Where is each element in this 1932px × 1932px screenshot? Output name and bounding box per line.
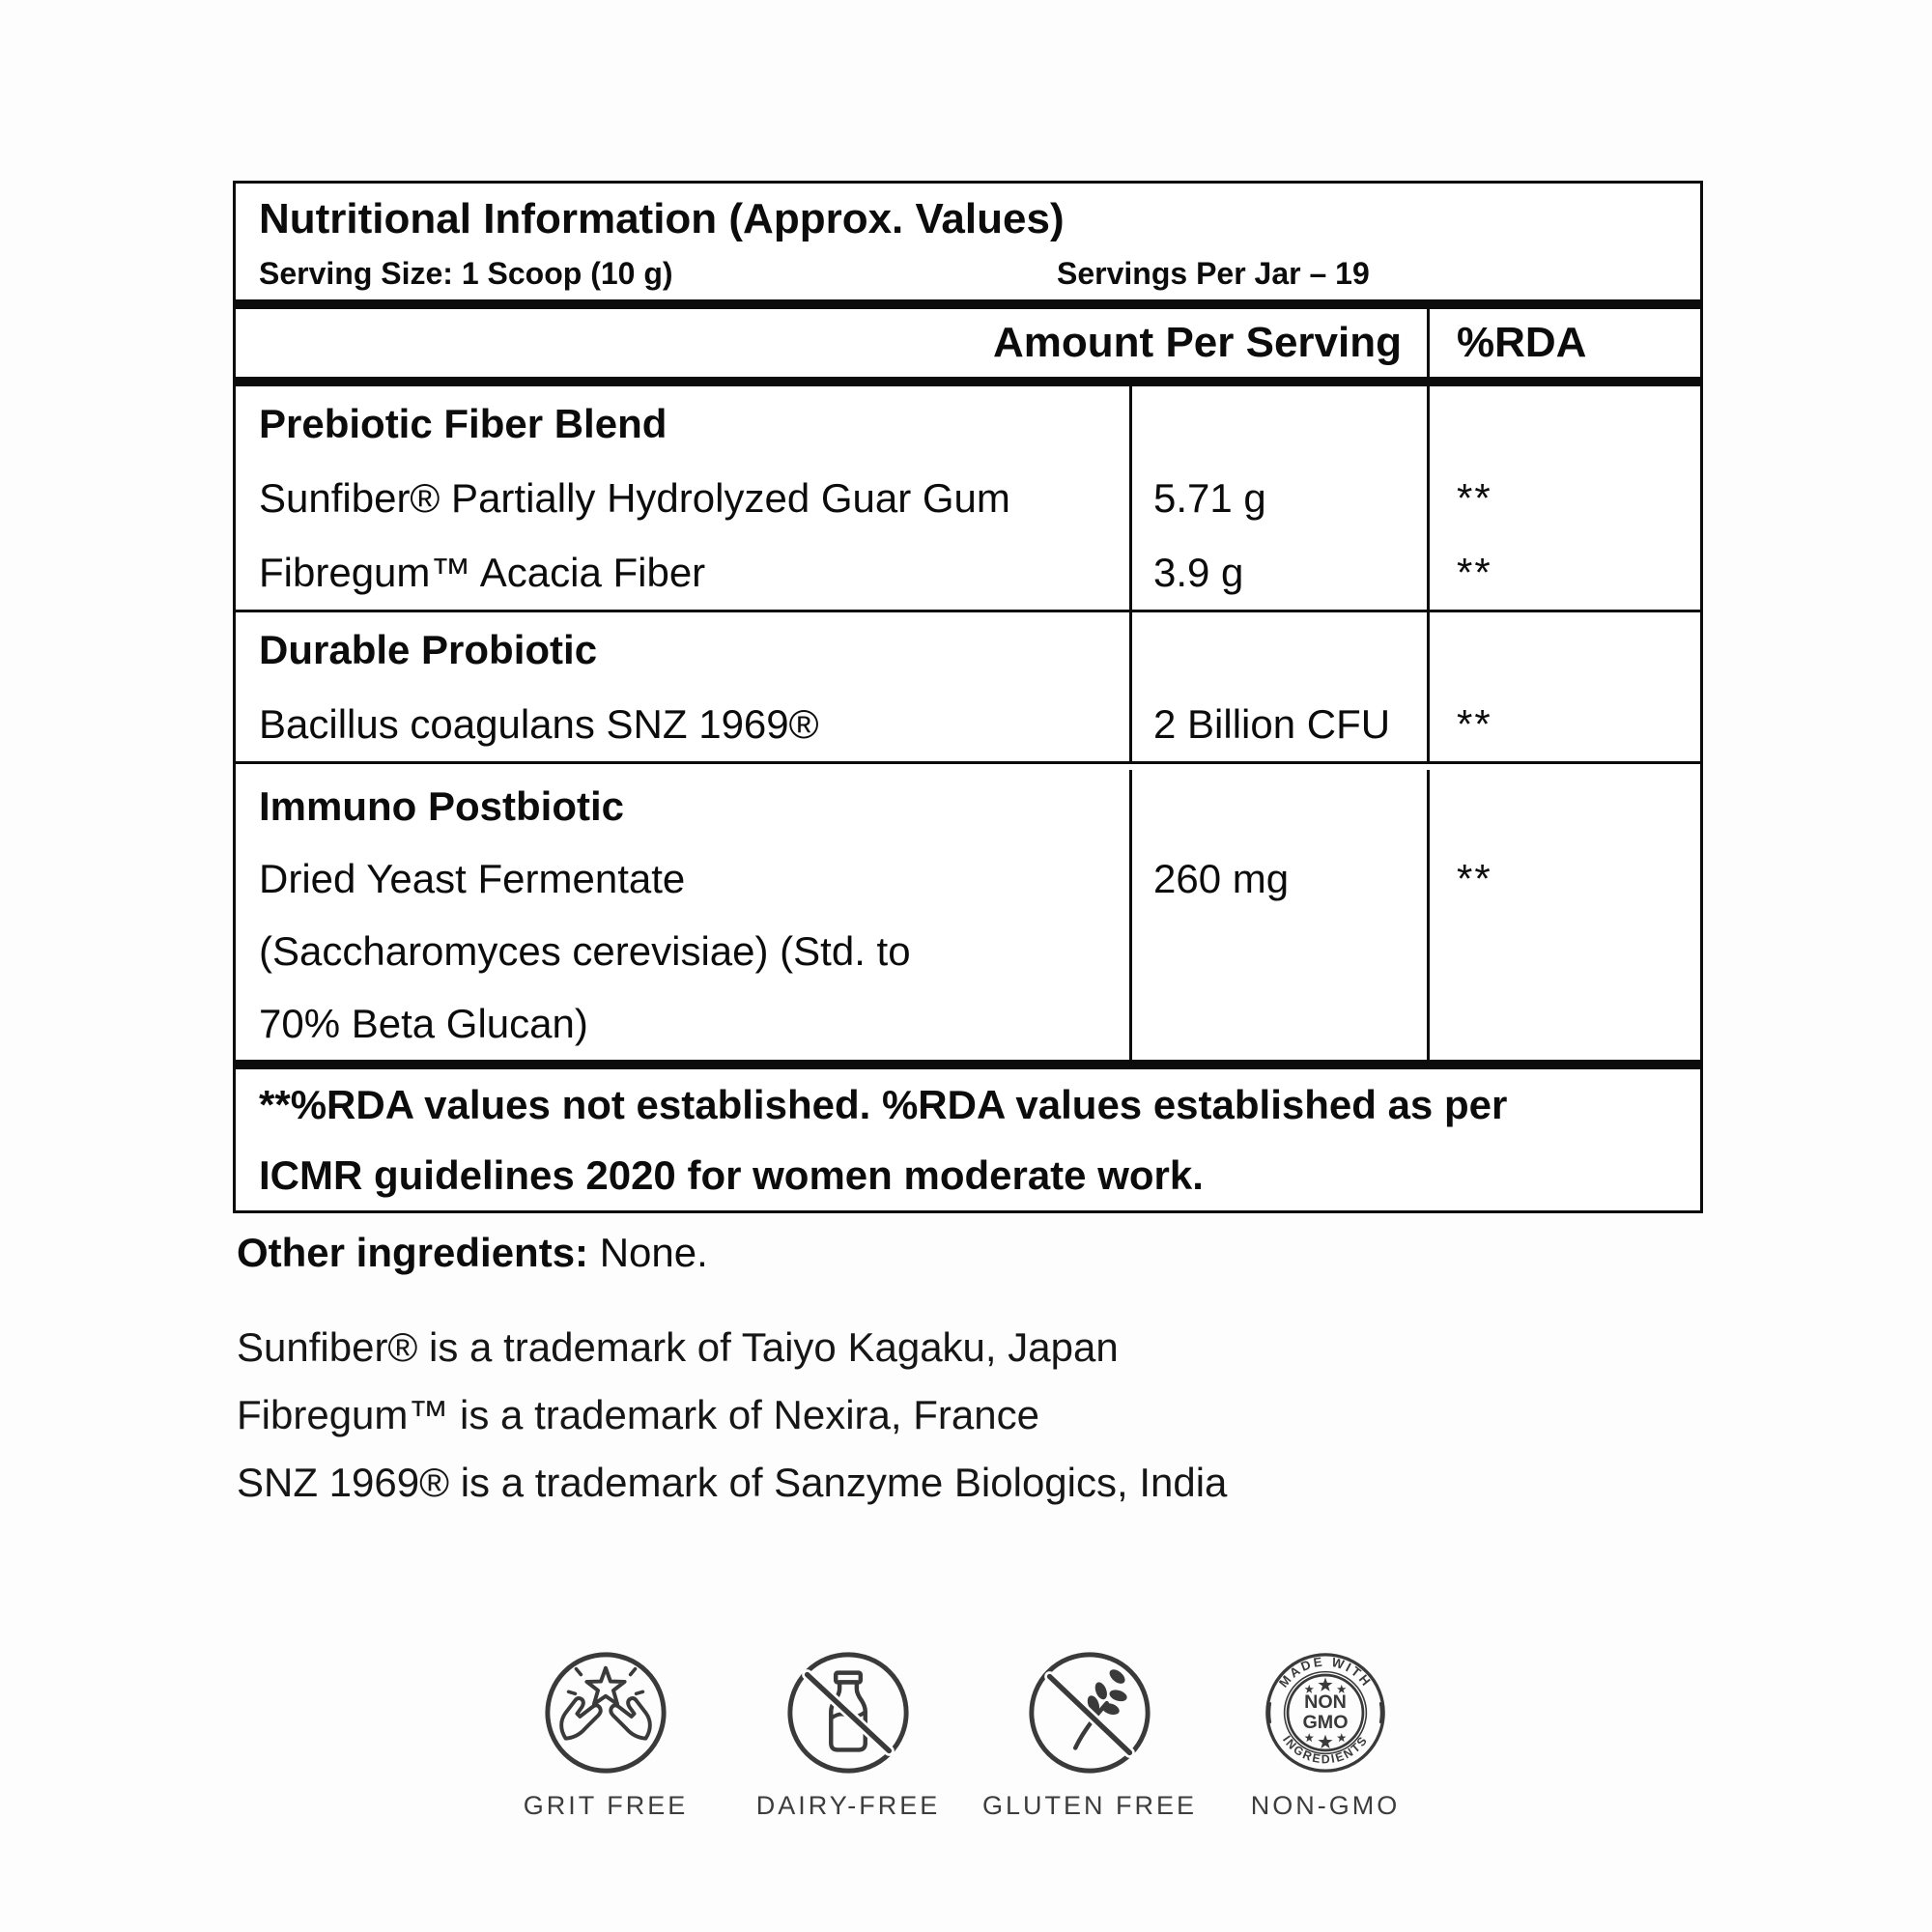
nutrient-name: Bacillus coagulans SNZ 1969®: [259, 700, 819, 747]
badge-label-grit-free: GRIT FREE: [523, 1791, 689, 1820]
nutrient-rda: **: [1457, 549, 1492, 595]
amount-column: [1129, 612, 1427, 761]
nutrient-amount: 260 mg: [1153, 855, 1290, 901]
nutrient-name: (Saccharomyces cerevisiae) (Std. to: [259, 927, 911, 974]
wheat-grains: [1085, 1666, 1128, 1717]
serving-row: [259, 251, 1677, 296]
serving-size-text: Serving Size: 1 Scoop (10 g): [259, 256, 673, 291]
nutrient-name-column: [236, 612, 1129, 761]
section-header: Immuno Postbiotic: [259, 782, 624, 829]
section-header: Prebiotic Fiber Blend: [259, 400, 668, 446]
nutrition-facts-table: [233, 181, 1703, 1213]
nutrient-amount: 5.71 g: [1153, 474, 1266, 521]
nutrient-rda: **: [1457, 474, 1492, 521]
trademark-line: Fibregum™ is a trademark of Nexira, France: [237, 1392, 1039, 1437]
column-header-amount: Amount Per Serving: [993, 319, 1402, 366]
trademark-line: Sunfiber® is a trademark of Taiyo Kagaku, Japan: [237, 1324, 1119, 1370]
nutrient-name: Sunfiber® Partially Hydrolyzed Guar Gum: [259, 474, 1010, 521]
badge-label-non-gmo: NON-GMO: [1250, 1791, 1401, 1820]
nutrient-rda: **: [1457, 700, 1492, 747]
servings-per-jar-text: Servings Per Jar – 19: [1057, 256, 1370, 291]
non-gmo-seal-icon: [1259, 1646, 1392, 1779]
thick-separator: [236, 377, 1700, 386]
nutrient-amount: 2 Billion CFU: [1153, 700, 1391, 747]
column-header-rda: %RDA: [1427, 309, 1700, 377]
nutrient-amount: 3.9 g: [1153, 549, 1244, 595]
nutrient-name: Fibregum™ Acacia Fiber: [259, 549, 706, 595]
non-gmo-badge: [1259, 1646, 1392, 1779]
amount-column: [1129, 386, 1427, 610]
dairy-free-badge: [781, 1646, 915, 1779]
thick-separator: [236, 299, 1700, 309]
no-dairy-icon: [781, 1646, 915, 1779]
nutrient-rda: **: [1457, 855, 1492, 901]
seal-center-line1: NON: [1304, 1691, 1347, 1714]
other-ingredients-line: [237, 1231, 708, 1275]
column-header-row: [236, 309, 1700, 377]
no-gluten-icon: [1023, 1646, 1156, 1779]
trademark-notes: [237, 1314, 1227, 1517]
rda-column: [1427, 770, 1700, 1060]
section-header: Durable Probiotic: [259, 626, 598, 672]
other-ingredients-value: None.: [599, 1230, 708, 1275]
nutrient-name-column: [236, 770, 1129, 1060]
badge-label-dairy-free: DAIRY-FREE: [755, 1791, 941, 1820]
hands-star-icon: [539, 1646, 672, 1779]
section-prebiotic-fiber-blend: [236, 386, 1700, 612]
footnote-line: **%RDA values not established. %RDA values established as per: [259, 1081, 1508, 1127]
trademark-line: SNZ 1969® is a trademark of Sanzyme Biologics, India: [237, 1460, 1228, 1505]
seal-arc-top-text: MADE WITH: [1275, 1654, 1376, 1690]
rda-column: [1427, 386, 1700, 610]
nutrient-name: Dried Yeast Fermentate: [259, 855, 686, 901]
nutrient-name-column: [236, 386, 1129, 610]
thick-separator: [236, 1060, 1700, 1069]
section-immuno-postbiotic: [236, 764, 1700, 1060]
rda-column: [1427, 612, 1700, 761]
gluten-free-badge: [1023, 1646, 1156, 1779]
amount-column: [1129, 770, 1427, 1060]
seal-center-line2: GMO: [1302, 1711, 1349, 1733]
other-ingredients-label: Other ingredients:: [237, 1230, 589, 1275]
grit-free-badge: [539, 1646, 672, 1779]
seal-arc-bottom-text: INGREDIENTS: [1280, 1732, 1371, 1767]
table-title: Nutritional Information (Approx. Values): [259, 195, 1065, 242]
footnote-line: ICMR guidelines 2020 for women moderate work.: [259, 1151, 1204, 1198]
section-durable-probiotic: [236, 612, 1700, 764]
rda-footnote: [236, 1069, 1700, 1210]
badge-label-gluten-free: GLUTEN FREE: [981, 1791, 1198, 1820]
nutrient-name: 70% Beta Glucan): [259, 1000, 588, 1046]
table-header: [236, 184, 1700, 299]
